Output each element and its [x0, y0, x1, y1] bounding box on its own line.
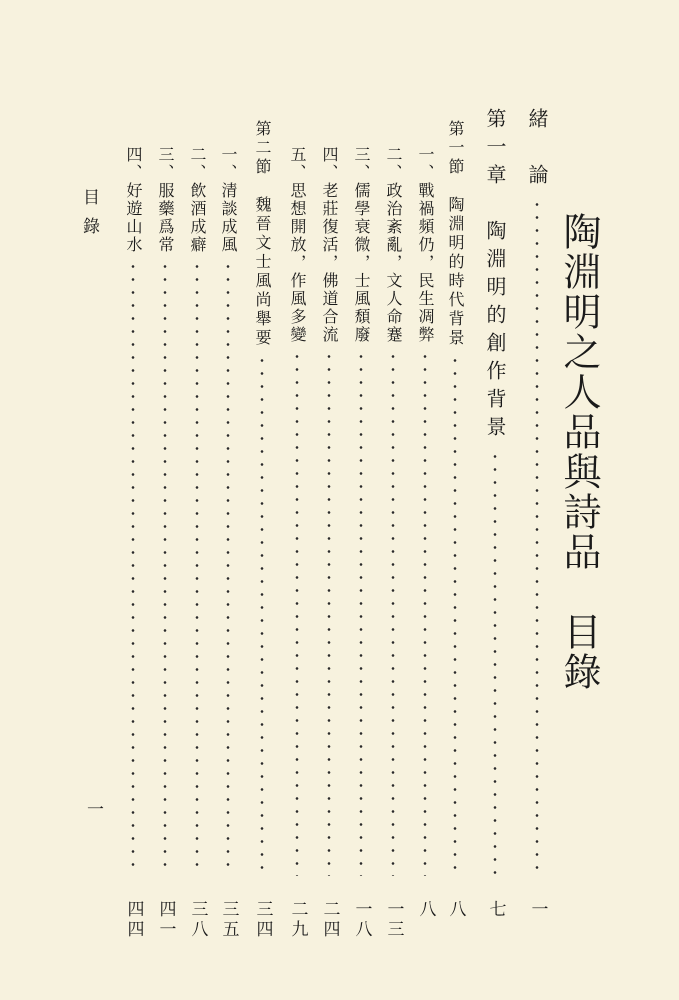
toc-entry-item[interactable] — [150, 0, 180, 1000]
toc-entry-page: 三八 — [187, 900, 208, 940]
toc-entry-page: 二九 — [287, 900, 308, 940]
toc-entry-item[interactable] — [213, 0, 243, 1000]
toc-entry-text: 二、飲酒成癖 — [188, 146, 207, 254]
toc-entry-item[interactable] — [378, 0, 408, 1000]
page-number: 一 — [83, 800, 103, 817]
toc-entry-text: 二、政治紊亂，文人命蹇 — [384, 146, 403, 344]
toc-entry-chapter-1[interactable] — [480, 0, 510, 1000]
toc-entry-text: 三、儒學衰微，士風頹廢 — [352, 146, 371, 344]
leader-dots — [453, 354, 457, 876]
toc-entry-text: 四、老莊復活，佛道合流 — [320, 146, 339, 344]
leader-dots — [260, 354, 264, 876]
leader-dots — [493, 450, 497, 876]
leader-dots — [163, 260, 167, 876]
leader-dots — [295, 350, 299, 876]
toc-entry-page: 一八 — [351, 900, 372, 940]
toc-entry-page: 八 — [445, 900, 466, 920]
toc-entry-item[interactable] — [118, 0, 148, 1000]
toc-entry-text: 一、戰禍頻仍，民生凋弊 — [416, 146, 435, 344]
toc-entry-page: 三五 — [218, 900, 239, 940]
toc-entry-page: 四四 — [123, 900, 144, 940]
toc-entry-item[interactable] — [282, 0, 312, 1000]
toc-entry-page: 一 — [527, 900, 548, 920]
leader-dots — [195, 260, 199, 876]
leader-dots — [359, 350, 363, 876]
toc-entry-item[interactable] — [314, 0, 344, 1000]
toc-entry-item[interactable] — [410, 0, 440, 1000]
running-header: 目錄 — [79, 188, 99, 246]
toc-entry-page: 二四 — [319, 900, 340, 940]
toc-entry-page: 三四 — [252, 900, 273, 940]
toc-entry-text: 第一章 陶淵明的創作背景 — [483, 108, 507, 444]
toc-entry-item[interactable] — [346, 0, 376, 1000]
toc-entry-text: 緒 論 — [525, 108, 549, 192]
toc-title: 陶淵明之人品與詩品 目錄 — [557, 212, 601, 692]
leader-dots — [226, 260, 230, 876]
toc-entry-page: 四一 — [155, 900, 176, 940]
toc-entry-text: 五、思想開放，作風多變 — [288, 146, 307, 344]
toc-entry-text: 一、清談成風 — [219, 146, 238, 254]
toc-entry-section-1[interactable] — [440, 0, 470, 1000]
toc-entry-page: 八 — [415, 900, 436, 920]
toc-entry-text: 四、好遊山水 — [124, 146, 143, 254]
toc-entry-page: 七 — [485, 900, 506, 920]
leader-dots — [391, 350, 395, 876]
toc-entry-text: 三、服藥爲常 — [156, 146, 175, 254]
toc-entry-section-2[interactable] — [247, 0, 277, 1000]
toc-entry-text: 第二節 魏晉文士風尚舉要 — [253, 120, 272, 348]
toc-entry-item[interactable] — [182, 0, 212, 1000]
leader-dots — [131, 260, 135, 876]
toc-entry-intro[interactable] — [522, 0, 552, 1000]
leader-dots — [327, 350, 331, 876]
leader-dots — [423, 350, 427, 876]
toc-entry-page: 一三 — [383, 900, 404, 940]
toc-entry-text: 第一節 陶淵明的時代背景 — [446, 120, 465, 348]
leader-dots — [535, 198, 539, 876]
